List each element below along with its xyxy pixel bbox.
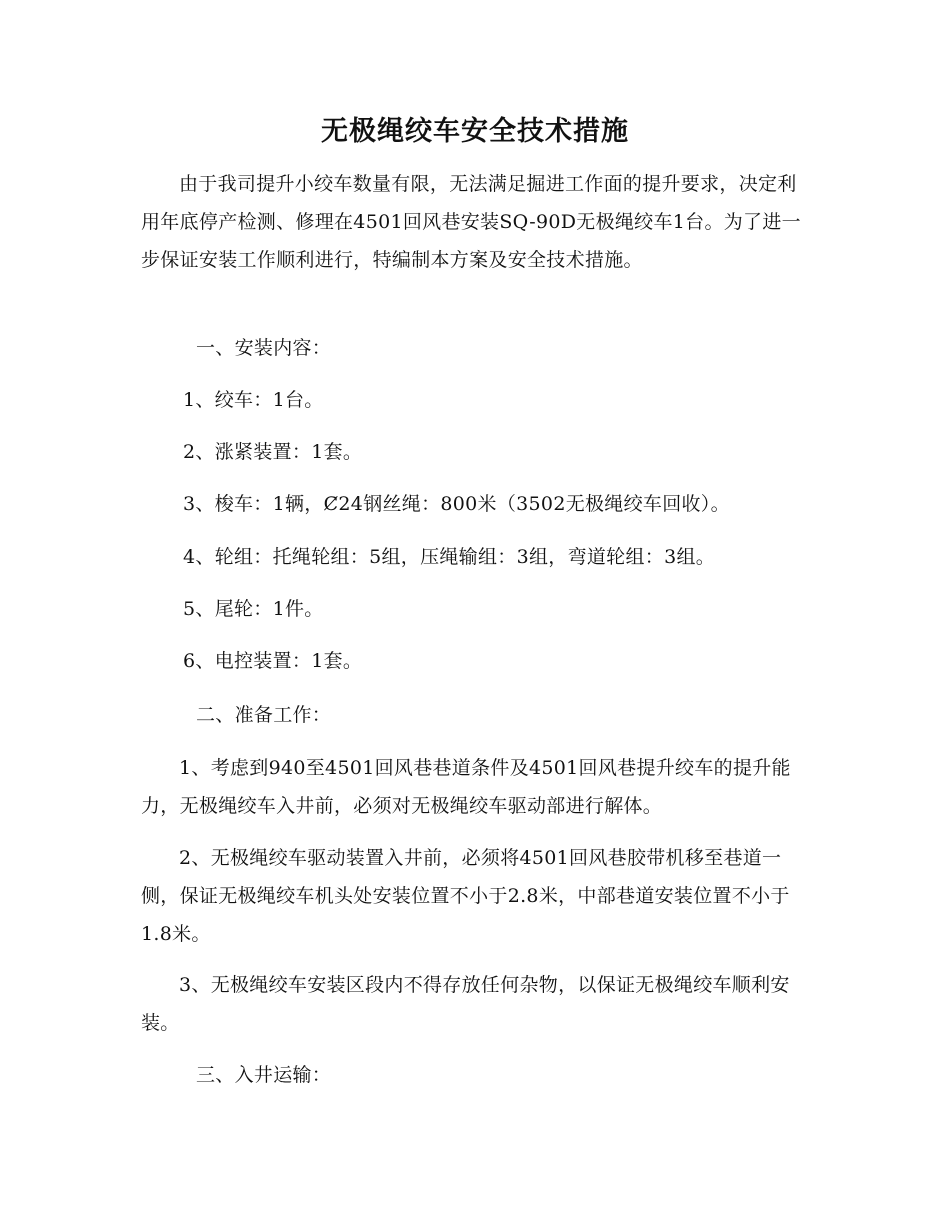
intro-paragraph: 由于我司提升小绞车数量有限，无法满足掘进工作面的提升要求，决定利用年底停产检测、修理在4501回风巷安装SQ-90D无极绳绞车1台。为了进一步保证安装工作顺利进行，特编制本方案及安全技术措施。 — [141, 173, 801, 271]
preparation-paragraph: 3、无极绳绞车安装区段内不得存放任何杂物，以保证无极绳绞车顺利安装。 — [141, 974, 790, 1034]
list-item: 5、尾轮：1件。 — [183, 598, 324, 620]
section-heading-transport: 三、入井运输： — [196, 1064, 332, 1086]
section-heading-installation: 一、安装内容： — [196, 337, 332, 359]
preparation-paragraph: 2、无极绳绞车驱动装置入井前，必须将4501回风巷胶带机移至巷道一侧，保证无极绳绞车机头处安装位置不小于2.8米，中部巷道安装位置不小于1.8米。 — [141, 847, 790, 945]
preparation-paragraph: 1、考虑到940至4501回风巷巷道条件及4501回风巷提升绞车的提升能力，无极绳绞车入井前，必须对无极绳绞车驱动部进行解体。 — [141, 757, 791, 817]
list-item: 6、电控装置：1套。 — [183, 650, 363, 672]
list-item: 2、涨紧装置：1套。 — [183, 441, 363, 463]
document-title: 无极绳绞车安全技术措施 — [321, 116, 629, 147]
list-item: 1、绞车：1台。 — [183, 389, 324, 411]
list-item: 3、梭车：1辆，Ȼ24钢丝绳：800米（3502无极绳绞车回收）。 — [183, 493, 730, 515]
section-heading-preparation: 二、准备工作： — [196, 704, 332, 726]
list-item: 4、轮组：托绳轮组：5组，压绳输组：3组，弯道轮组：3组。 — [183, 546, 716, 568]
